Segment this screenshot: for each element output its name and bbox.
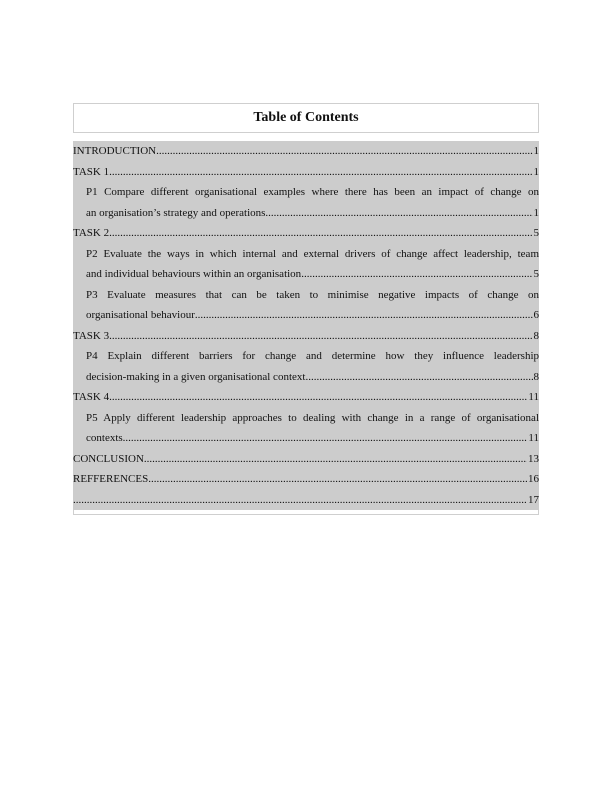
dot-leader <box>265 203 532 224</box>
toc-page-number: 6 <box>533 309 539 321</box>
dot-leader <box>301 264 532 285</box>
dot-leader <box>144 449 527 470</box>
toc-page-number: 11 <box>528 432 539 444</box>
toc-title: Table of Contents <box>73 104 539 132</box>
toc-entry-unlabeled[interactable] <box>73 490 539 511</box>
toc-entry-label-line1: P5 Apply different leadership approaches to dealing with change in a range of organisational <box>86 411 539 424</box>
table-of-contents <box>73 103 539 515</box>
toc-page-number: 1 <box>533 206 539 219</box>
toc-page-number: 16 <box>528 473 539 485</box>
title-divider <box>73 132 539 141</box>
toc-entry-references[interactable] <box>73 469 539 490</box>
dot-leader <box>148 469 527 490</box>
dot-leader <box>109 387 527 408</box>
dot-leader <box>195 305 533 326</box>
toc-page-number: 8 <box>533 329 539 342</box>
dot-leader <box>109 162 532 183</box>
toc-page-number: 1 <box>533 165 539 178</box>
toc-entry-task-4[interactable] <box>73 387 539 408</box>
toc-page-number: 13 <box>528 452 539 465</box>
toc-entry-label-line1: P3 Evaluate measures that can be taken to minimise negative impacts of change on <box>86 288 539 301</box>
toc-page-number: 17 <box>528 493 539 506</box>
toc-entry-label-line1: P4 Explain different barriers for change and determine how they influence leadership <box>86 350 539 362</box>
toc-page-number: 8 <box>533 370 539 383</box>
toc-entry-introduction[interactable] <box>73 141 539 162</box>
toc-entry-task-2[interactable] <box>73 223 539 244</box>
toc-page-number: 5 <box>533 268 539 280</box>
toc-entry-label-line1: P2 Evaluate the ways in which internal and external drivers of change affect leadership, team <box>86 247 539 260</box>
toc-entry-label-line2: contexts <box>86 432 123 444</box>
toc-entry-label-line2: organisational behaviour <box>86 309 195 321</box>
bottom-border <box>73 510 539 515</box>
toc-entry-label: REFFERENCES <box>73 473 149 485</box>
dot-leader <box>109 326 532 347</box>
dot-leader <box>109 223 532 244</box>
toc-entry-label: INTRODUCTION <box>73 145 157 157</box>
dot-leader <box>123 428 528 449</box>
toc-entry-label: CONCLUSION <box>73 452 144 465</box>
toc-entry-label-line1: P1 Compare different organisational examples where there has been an impact of change on <box>86 186 539 198</box>
toc-page-number: 1 <box>533 145 539 157</box>
toc-entry-task-1[interactable] <box>73 162 539 183</box>
toc-entry-label-line2: and individual behaviours within an organisation <box>86 268 302 280</box>
toc-entry-p2[interactable] <box>73 244 539 285</box>
toc-entry-conclusion[interactable] <box>73 449 539 470</box>
toc-entry-p1[interactable] <box>73 182 539 223</box>
toc-entry-label-line2: decision-making in a given organisational context <box>86 370 306 383</box>
toc-page-number: 11 <box>528 391 539 403</box>
toc-entry-p5[interactable] <box>73 408 539 449</box>
toc-page-number: 5 <box>533 227 539 239</box>
toc-entry-label: TASK 3 <box>73 329 110 342</box>
dot-leader <box>305 367 532 388</box>
toc-entry-task-3[interactable] <box>73 326 539 347</box>
toc-entry-p4[interactable] <box>73 346 539 387</box>
dot-leader <box>156 141 532 162</box>
dot-leader <box>73 490 527 511</box>
toc-entry-label-line2: an organisation’s strategy and operations <box>86 206 266 219</box>
toc-entry-label: TASK 4 <box>73 391 110 403</box>
toc-entry-label: TASK 1 <box>73 165 110 178</box>
toc-entry-p3[interactable] <box>73 285 539 326</box>
toc-entry-label: TASK 2 <box>73 227 110 239</box>
toc-body <box>73 141 539 510</box>
